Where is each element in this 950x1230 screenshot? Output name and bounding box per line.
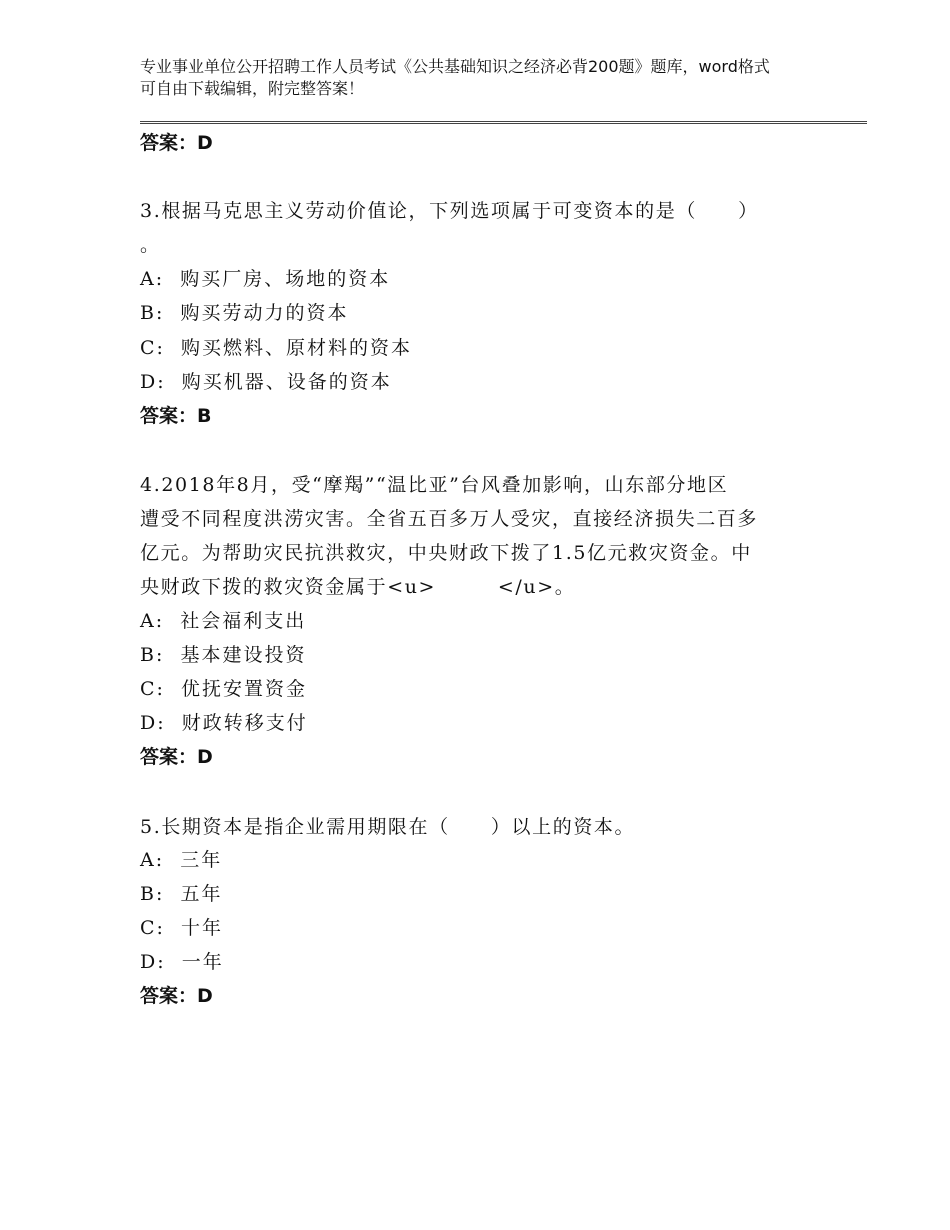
option-b: B: 五年 <box>140 883 223 905</box>
answer-q3: 答案：B <box>140 405 212 427</box>
option-c: C: 优抚安置资金 <box>140 678 308 700</box>
question-4-text <box>140 468 810 604</box>
question-line: 亿元。为帮助灾民抗洪救灾，中央财政下拨了1.5亿元救灾资金。中 <box>140 542 752 564</box>
option-a: A: 三年 <box>140 849 223 871</box>
question-line: 5.长期资本是指企业需用期限在（ ）以上的资本。 <box>140 816 636 838</box>
header-divider <box>140 121 867 124</box>
question-3-text <box>140 194 810 262</box>
option-d: D: 财政转移支付 <box>140 712 308 734</box>
question-line: 。 <box>140 234 161 256</box>
question-line: 央财政下拨的救灾资金属于<u> </u>。 <box>140 576 576 598</box>
option-b: B: 基本建设投资 <box>140 644 307 666</box>
document-header: 专业事业单位公开招聘工作人员考试《公共基础知识之经济必背200题》题库，word格式可自由下载编辑，附完整答案！ <box>140 57 770 98</box>
option-d: D: 一年 <box>140 951 224 973</box>
option-d: D: 购买机器、设备的资本 <box>140 371 392 393</box>
answer-q5: 答案：D <box>140 985 213 1007</box>
option-a: A: 购买厂房、场地的资本 <box>140 268 391 290</box>
option-c: C: 购买燃料、原材料的资本 <box>140 337 413 359</box>
answer-q2: 答案：D <box>140 132 213 154</box>
question-line: 遭受不同程度洪涝灾害。全省五百多万人受灾，直接经济损失二百多 <box>140 508 759 530</box>
option-a: A: 社会福利支出 <box>140 610 307 632</box>
question-line: 4.2018年8月，受“摩羯”“温比亚”台风叠加影响，山东部分地区 <box>140 474 729 496</box>
option-b: B: 购买劳动力的资本 <box>140 302 349 324</box>
answer-q4: 答案：D <box>140 746 213 768</box>
question-5-text <box>140 810 810 844</box>
option-c: C: 十年 <box>140 917 224 939</box>
question-line: 3.根据马克思主义劳动价值论，下列选项属于可变资本的是（ ） <box>140 200 759 222</box>
